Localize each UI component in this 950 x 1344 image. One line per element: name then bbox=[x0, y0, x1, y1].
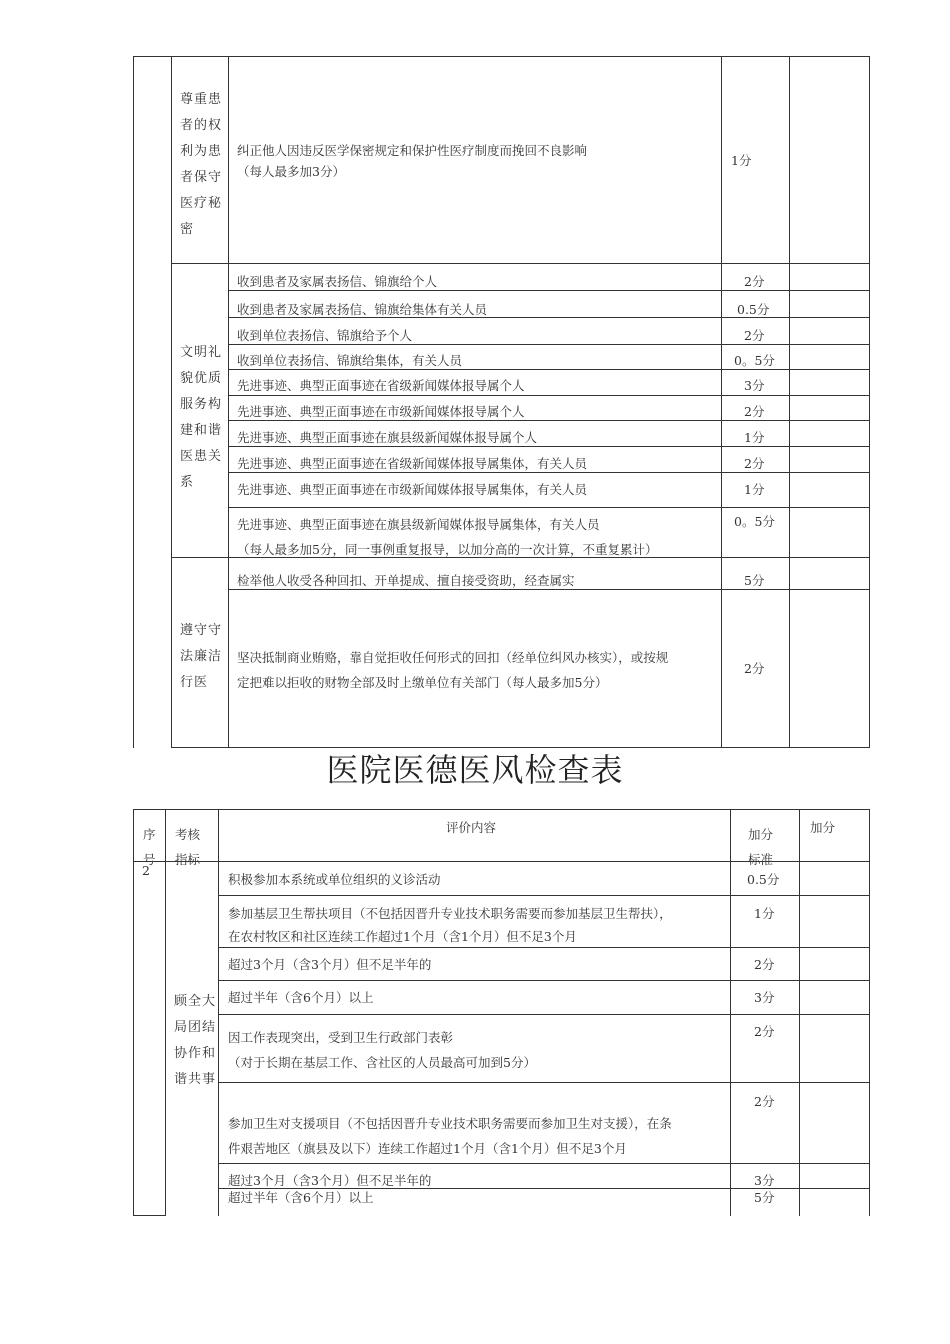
row-text: 积极参加本系统或单位组织的义诊活动 bbox=[228, 872, 441, 887]
row-text: 收到单位表扬信、锦旗给予个人 bbox=[237, 328, 413, 343]
row-text: 收到患者及家属表扬信、锦旗给个人 bbox=[237, 274, 438, 289]
row-score: 0。5分 bbox=[734, 514, 775, 529]
row-score: 1分 bbox=[744, 430, 765, 445]
header-indicator: 考核 指标 bbox=[175, 827, 201, 867]
row-text: 收到患者及家属表扬信、锦旗给集体有关人员 bbox=[237, 302, 488, 317]
row-score: 2分 bbox=[744, 456, 765, 471]
header-seq: 序 号 bbox=[143, 827, 156, 867]
seq-value: 2 bbox=[142, 863, 150, 878]
row-text: 先进事迹、典型正面事迹在旗县级新闻媒体报导属个人 bbox=[237, 430, 538, 445]
category-respect-patients: 尊重患 者的权 利为患 者保守 医疗秘 密 bbox=[180, 92, 223, 237]
row-text: 先进事迹、典型正面事迹在市级新闻媒体报导属集体，有关人员 bbox=[237, 482, 588, 497]
row-text: 先进事迹、典型正面事迹在省级新闻媒体报导属集体，有关人员 bbox=[237, 456, 588, 471]
row-note: 定把难以拒收的财物全部及时上缴单位有关部门（每人最多加5分） bbox=[237, 675, 608, 690]
row-note: 件艰苦地区（旗县及以下）连续工作超过1个月（含1个月）但不足3个月 bbox=[228, 1141, 627, 1156]
row-text: 超过3个月（含3个月）但不足半年的 bbox=[228, 957, 432, 972]
row-note: （对于长期在基层工作、含社区的人员最高可加到5分） bbox=[228, 1055, 536, 1070]
category-law-abiding: 遵守守 法廉洁 行医 bbox=[180, 623, 223, 690]
row-score: 2分 bbox=[744, 404, 765, 419]
row-score: 3分 bbox=[754, 1173, 775, 1188]
header-content: 评价内容 bbox=[446, 820, 497, 835]
row-score: 1分 bbox=[754, 906, 775, 921]
row-text: 参加基层卫生帮扶项目（不包括因晋升专业技术职务需要而参加基层卫生帮扶）， bbox=[228, 906, 672, 921]
row-score: 3分 bbox=[754, 990, 775, 1005]
content-note: （每人最多加3分） bbox=[237, 164, 345, 179]
header-standard: 加分 标准 bbox=[748, 827, 774, 867]
row-score: 0.5分 bbox=[737, 302, 770, 317]
row-text: 检举他人收受各种回扣、开单提成、擅自接受资助，经查属实 bbox=[237, 573, 575, 588]
row-text: 超过半年（含6个月）以上 bbox=[228, 1190, 374, 1205]
row-score: 2分 bbox=[744, 274, 765, 289]
row-text: 收到单位表扬信、锦旗给集体，有关人员 bbox=[237, 353, 463, 368]
category-civility: 文明礼 貌优质 服务构 建和谐 医患关 系 bbox=[180, 345, 223, 490]
row-text: 坚决抵制商业贿赂，靠自觉拒收任何形式的回扣（经单位纠风办核实），或按规 bbox=[237, 650, 669, 665]
category-teamwork: 顾全大 局团结 协作和 谐共事 bbox=[174, 994, 217, 1087]
row-text: 超过3个月（含3个月）但不足半年的 bbox=[228, 1173, 432, 1188]
row-score: 2分 bbox=[744, 328, 765, 343]
row-text: 先进事迹、典型正面事迹在市级新闻媒体报导属个人 bbox=[237, 404, 525, 419]
content-text: 纠正他人因违反医学保密规定和保护性医疗制度而挽回不良影响 bbox=[237, 143, 588, 158]
row-score: 5分 bbox=[744, 573, 765, 588]
row-text: 先进事迹、典型正面事迹在旗县级新闻媒体报导属集体，有关人员 bbox=[237, 517, 600, 532]
row-score: 2分 bbox=[754, 1024, 775, 1039]
header-add: 加分 bbox=[810, 820, 836, 835]
row-score: 5分 bbox=[754, 1190, 775, 1205]
row-text: 超过半年（含6个月）以上 bbox=[228, 990, 374, 1005]
row-score: 0。5分 bbox=[734, 353, 775, 368]
row-score: 1分 bbox=[744, 482, 765, 497]
row-note: 在农村牧区和社区连续工作超过1个月（含1个月）但不足3个月 bbox=[228, 929, 577, 944]
row-score: 3分 bbox=[744, 378, 765, 393]
row-text: 参加卫生对支援项目（不包括因晋升专业技术职务需要而参加卫生对支援），在条 bbox=[228, 1116, 672, 1131]
page-title: 医院医德医风检查表 bbox=[326, 751, 624, 789]
row-text: 因工作表现突出，受到卫生行政部门表彰 bbox=[228, 1030, 454, 1045]
row-note: （每人最多加5分，同一事例重复报导，以加分高的一次计算，不重复累计） bbox=[237, 542, 658, 557]
row-score: 0.5分 bbox=[747, 872, 780, 887]
row-text: 先进事迹、典型正面事迹在省级新闻媒体报导属个人 bbox=[237, 378, 525, 393]
row-score: 2分 bbox=[754, 1094, 775, 1109]
row-score: 2分 bbox=[754, 957, 775, 972]
row-score: 2分 bbox=[744, 661, 765, 676]
score-value: 1分 bbox=[731, 153, 752, 168]
